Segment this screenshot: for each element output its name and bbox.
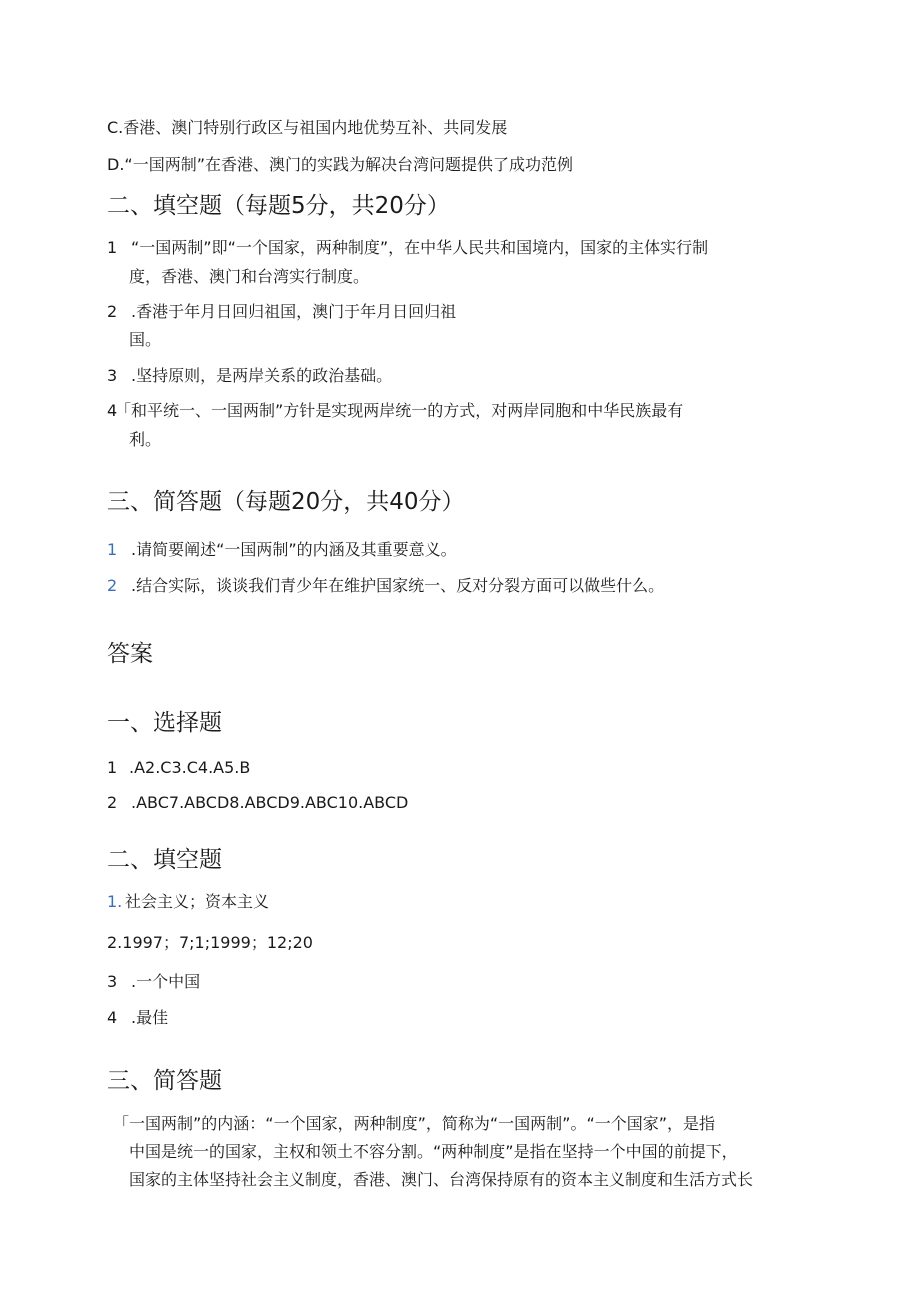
short-question-2 <box>107 576 664 596</box>
answers-fill-3 <box>107 972 200 992</box>
answer-number: 2 <box>107 793 118 812</box>
question-text: .请简要阐述“一国两制”的内涵及其重要意义。 <box>131 540 457 559</box>
fill-question-3 <box>107 366 392 386</box>
answer-text: 社会主义；资本主义 <box>125 892 270 911</box>
choice-option-d: D.“一国两制”在香港、澳门的实践为解决台湾问题提供了成功范例 <box>107 155 573 174</box>
answer-number: 1 <box>107 758 118 777</box>
fill-question-2-cont: 国。 <box>129 330 162 349</box>
question-number: 3 <box>107 366 118 385</box>
question-text: .结合实际，谈谈我们青少年在维护国家统一、反对分裂方面可以做些什么。 <box>131 576 665 595</box>
answers-fill-4 <box>107 1008 168 1028</box>
fill-question-1-cont: 度，香港、澳门和台湾实行制度。 <box>129 267 370 286</box>
answers-short-line-1: 「一国两制”的内涵：“一个国家，两种制度”，简称为“一国两制”。“一个国家”，是指 <box>113 1114 716 1133</box>
choice-option-c: C.香港、澳门特别行政区与祖国内地优势互补、共同发展 <box>107 118 508 137</box>
answers-fill-heading: 二、填空题 <box>107 847 222 873</box>
answers-short-line-2: 中国是统一的国家，主权和领土不容分割。“两种制度”是指在坚持一个中国的前提下， <box>129 1142 738 1161</box>
question-number: 2 <box>107 576 118 595</box>
question-number: 2 <box>107 302 118 321</box>
fill-section-heading: 二、填空题（每题5分，共20分） <box>107 193 450 219</box>
answer-text: .A2.C3.C4.A5.B <box>129 758 251 777</box>
answers-title: 答案 <box>107 641 153 667</box>
short-question-1 <box>107 540 457 560</box>
answer-number: 1. <box>107 892 123 911</box>
answers-choice-row-1 <box>107 758 250 778</box>
fill-question-4-cont: 利。 <box>129 430 162 449</box>
answers-short-line-3: 国家的主体坚持社会主义制度，香港、澳门、台湾保持原有的资本主义制度和生活方式长 <box>129 1170 754 1189</box>
answer-text: .最佳 <box>131 1008 169 1027</box>
answer-text: .ABC7.ABCD8.ABCD9.ABC10.ABCD <box>131 793 409 812</box>
answers-fill-2: 2.1997；7;1;1999；12;20 <box>107 933 313 952</box>
answers-short-heading: 三、简答题 <box>107 1068 222 1094</box>
question-number: 1 <box>107 540 118 559</box>
question-number: 1 <box>107 238 118 257</box>
answers-choice-row-2 <box>107 793 408 813</box>
question-text: “一国两制”即“一个国家，两种制度”，在中华人民共和国境内，国家的主体实行制 <box>131 238 709 257</box>
answers-choice-heading: 一、选择题 <box>107 710 222 736</box>
fill-question-4 <box>107 401 683 421</box>
question-text: .坚持原则，是两岸关系的政治基础。 <box>131 366 393 385</box>
fill-question-1 <box>107 238 708 258</box>
answer-text: .一个中国 <box>131 972 201 991</box>
answers-fill-1 <box>107 892 269 912</box>
question-text: 「和平统一、一国两制”方针是实现两岸统一的方式，对两岸同胞和中华民族最有 <box>115 401 684 420</box>
short-answer-heading: 三、简答题（每题20分，共40分） <box>107 489 465 515</box>
answer-number: 4 <box>107 1008 118 1027</box>
fill-question-2 <box>107 302 456 322</box>
question-number: 4 <box>107 401 118 420</box>
question-text: .香港于年月日回归祖国，澳门于年月日回归祖 <box>131 302 457 321</box>
answer-number: 3 <box>107 972 118 991</box>
